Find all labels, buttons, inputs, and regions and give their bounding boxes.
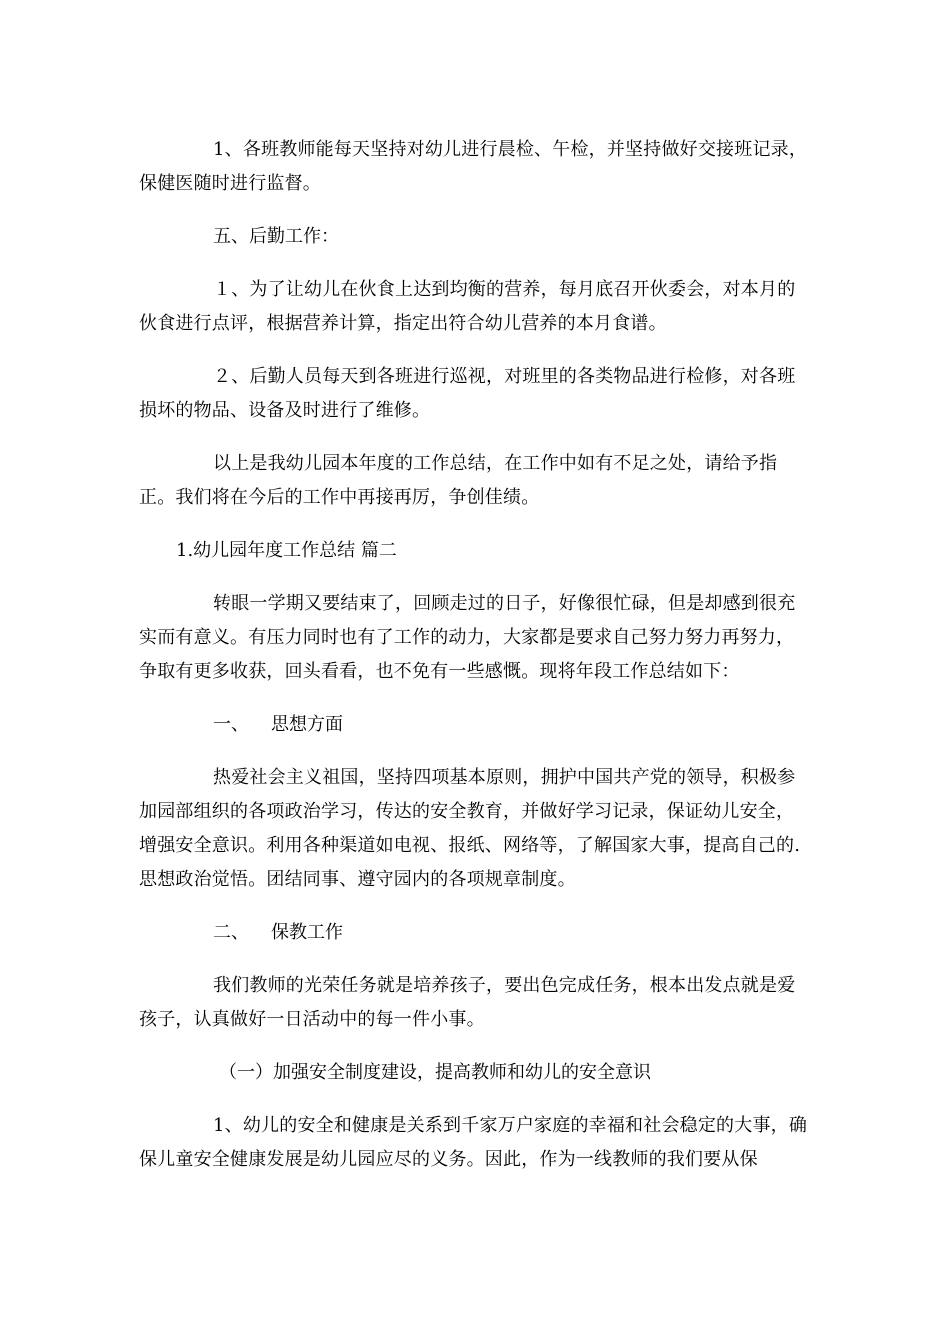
paragraph-semester-intro: 转眼一学期又要结束了，回顾走过的日子，好像很忙碌，但是却感到很充实而有意义。有压力同时也有了工作的动力，大家都是要求自己努力努力再努力，争取有更多收获，回头看看，也不免有一些感慨。现将年段工作总结如下： <box>139 593 796 682</box>
document-body <box>139 133 811 1196</box>
paragraph-ideology: 热爱社会主义祖国，坚持四项基本原则，拥护中国共产党的领导，积极参加园部组织的各项政治学习，传达的安全教育，并做好学习记录，保证幼儿安全，增强安全意识。利用各种渠道如电视、报纸、网络等，了解国家大事，提高自己的.思想政治觉悟。团结同事、遵守园内的各项规章制度。 <box>139 767 801 890</box>
section-title-part-two: 1.幼儿园年度工作总结 篇二 <box>176 540 397 561</box>
heading-logistics: 五、后勤工作： <box>213 226 339 247</box>
paragraph-nutrition: １、为了让幼儿在伙食上达到均衡的营养，每月底召开伙委会，对本月的伙食进行点评，根据营养计算，指定出符合幼儿营养的本月食谱。 <box>139 279 796 334</box>
paragraph-safety-health: 1、幼儿的安全和健康是关系到千家万户家庭的幸福和社会稳定的大事，确保儿童安全健康发展是幼儿园应尽的义务。因此，作为一线教师的我们要从保 <box>139 1115 808 1170</box>
heading-ideology-number: 一、 <box>213 714 249 735</box>
heading-childcare-number: 二、 <box>213 922 249 943</box>
heading-ideology <box>139 708 811 742</box>
heading-childcare <box>139 916 811 950</box>
paragraph-morning-check: 1、各班教师能每天坚持对幼儿进行晨检、午检，并坚持做好交接班记录，保健医随时进行监督。 <box>139 139 808 194</box>
heading-safety-system: （一）加强安全制度建设，提高教师和幼儿的安全意识 <box>219 1062 651 1083</box>
heading-childcare-text: 保教工作 <box>271 922 343 943</box>
paragraph-conclusion: 以上是我幼儿园本年度的工作总结，在工作中如有不足之处，请给予指正。我们将在今后的工作中再接再厉，争创佳绩。 <box>139 453 778 508</box>
paragraph-maintenance: ２、后勤人员每天到各班进行巡视，对班里的各类物品进行检修，对各班损坏的物品、设备及时进行了维修。 <box>139 366 796 421</box>
heading-ideology-text: 思想方面 <box>271 714 343 735</box>
paragraph-teacher-mission: 我们教师的光荣任务就是培养孩子，要出色完成任务，根本出发点就是爱孩子，认真做好一日活动中的每一件小事。 <box>139 975 796 1030</box>
